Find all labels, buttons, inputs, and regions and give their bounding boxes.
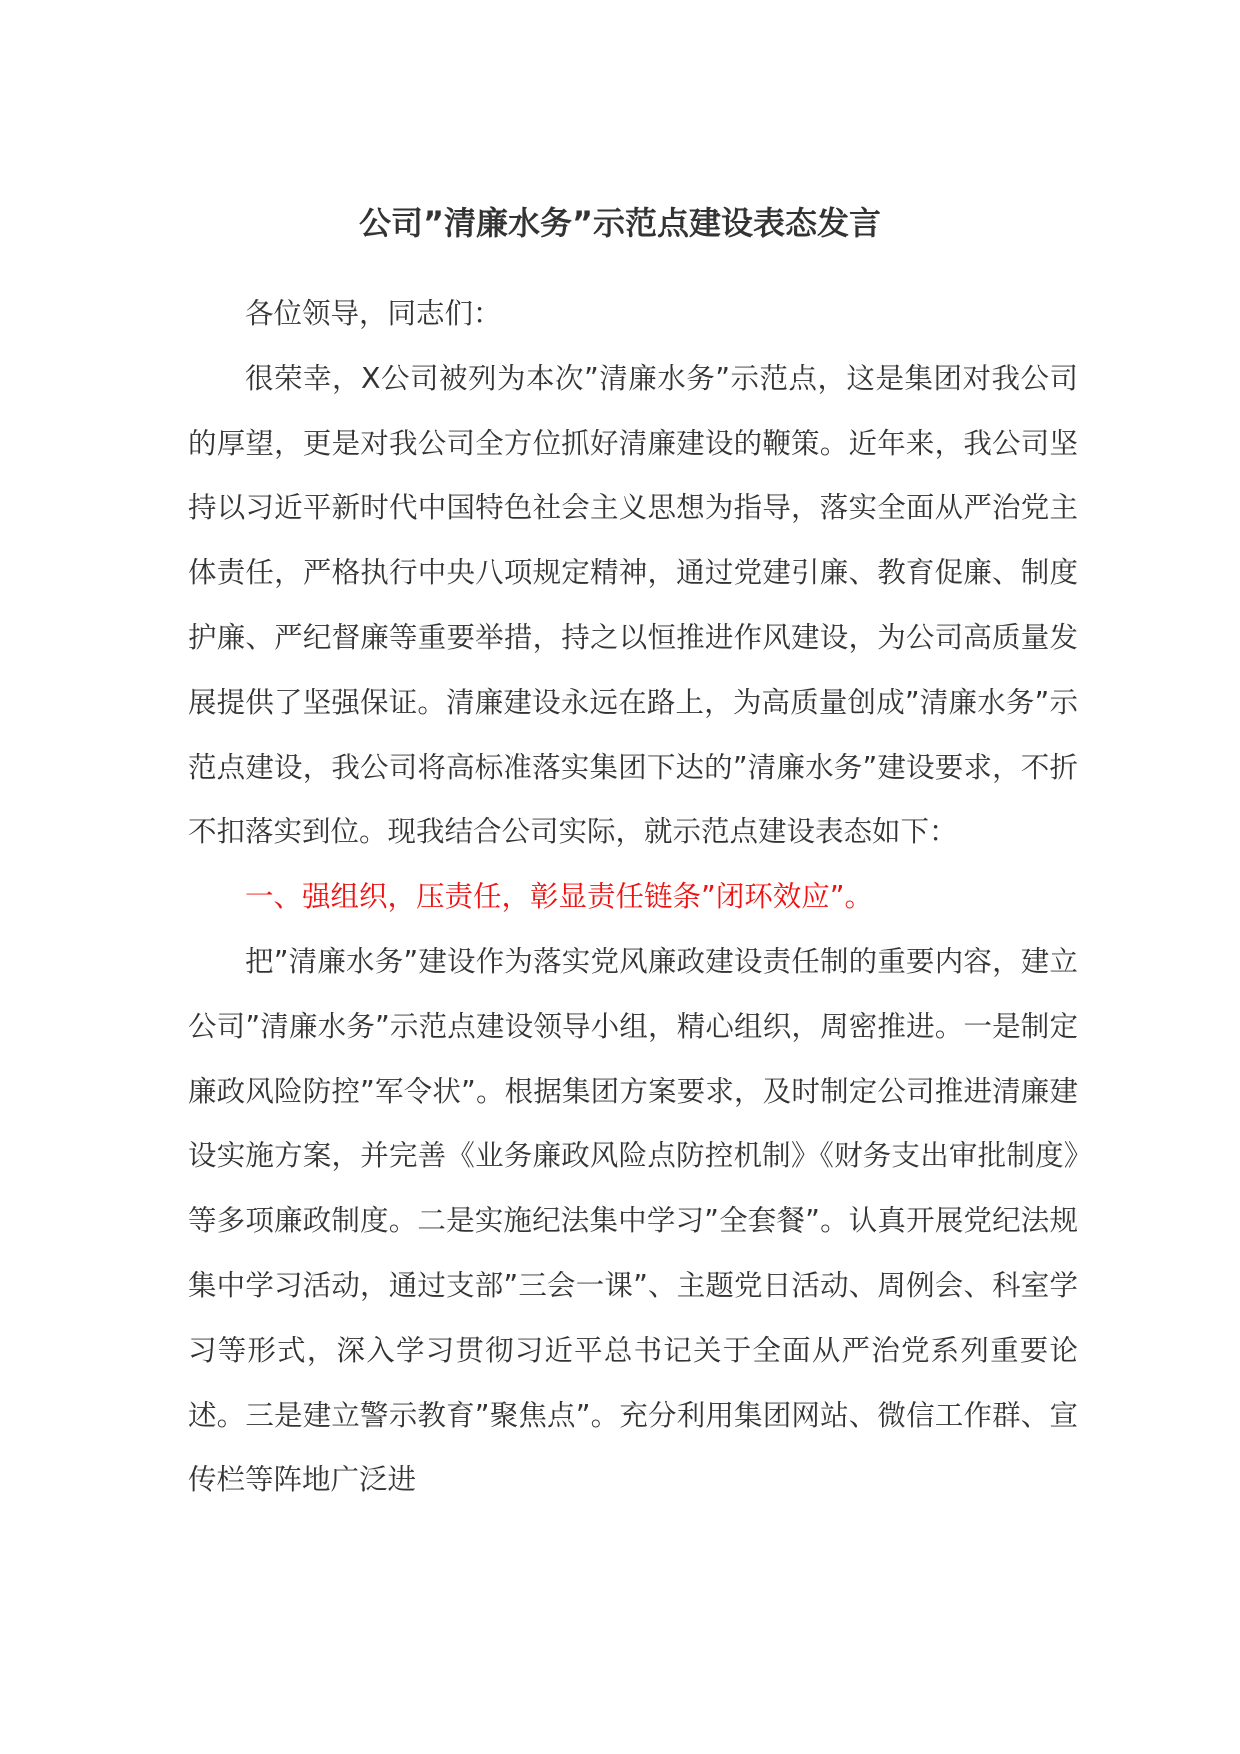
intro-paragraph: 很荣幸，X公司被列为本次”清廉水务”示范点，这是集团对我公司的厚望，更是对我公司全方位抓好清廉建设的鞭策。近年来，我公司坚持以习近平新时代中国特色社会主义思想为指导，落实全面从严治党主体责任，严格执行中央八项规定精神，通过党建引廉、教育促廉、制度护廉、严纪督廉等重要举措，持之以恒推进作风建设，为公司高质量发展提供了坚强保证。清廉建设永远在路上，为高质量创成”清廉水务”示范点建设，我公司将高标准落实集团下达的”清廉水务”建设要求，不折不扣落实到位。现我结合公司实际，就示范点建设表态如下： xyxy=(188,361,1078,849)
salutation: 各位领导，同志们： xyxy=(245,297,502,330)
document-body xyxy=(188,282,1078,1513)
section-1-paragraph: 把”清廉水务”建设作为落实党风廉政建设责任制的重要内容，建立公司”清廉水务”示范点建设领导小组，精心组织，周密推进。一是制定廉政风险防控”军令状”。根据集团方案要求，及时制定公司推进清廉建设实施方案，并完善《业务廉政风险点防控机制》《财务支出审批制度》等多项廉政制度。二是实施纪法集中学习”全套餐”。认真开展党纪法规集中学习活动，通过支部”三会一课”、主题党日活动、周例会、科室学习等形式，深入学习贯彻习近平总书记关于全面从严治党系列重要论述。三是建立警示教育”聚焦点”。充分利用集团网站、微信工作群、宣传栏等阵地广泛进 xyxy=(188,944,1078,1497)
document-title: 公司”清廉水务”示范点建设表态发言 xyxy=(358,204,882,242)
section-heading-1: 一、强组织，压责任，彰显责任链条”闭环效应”。 xyxy=(245,880,874,914)
